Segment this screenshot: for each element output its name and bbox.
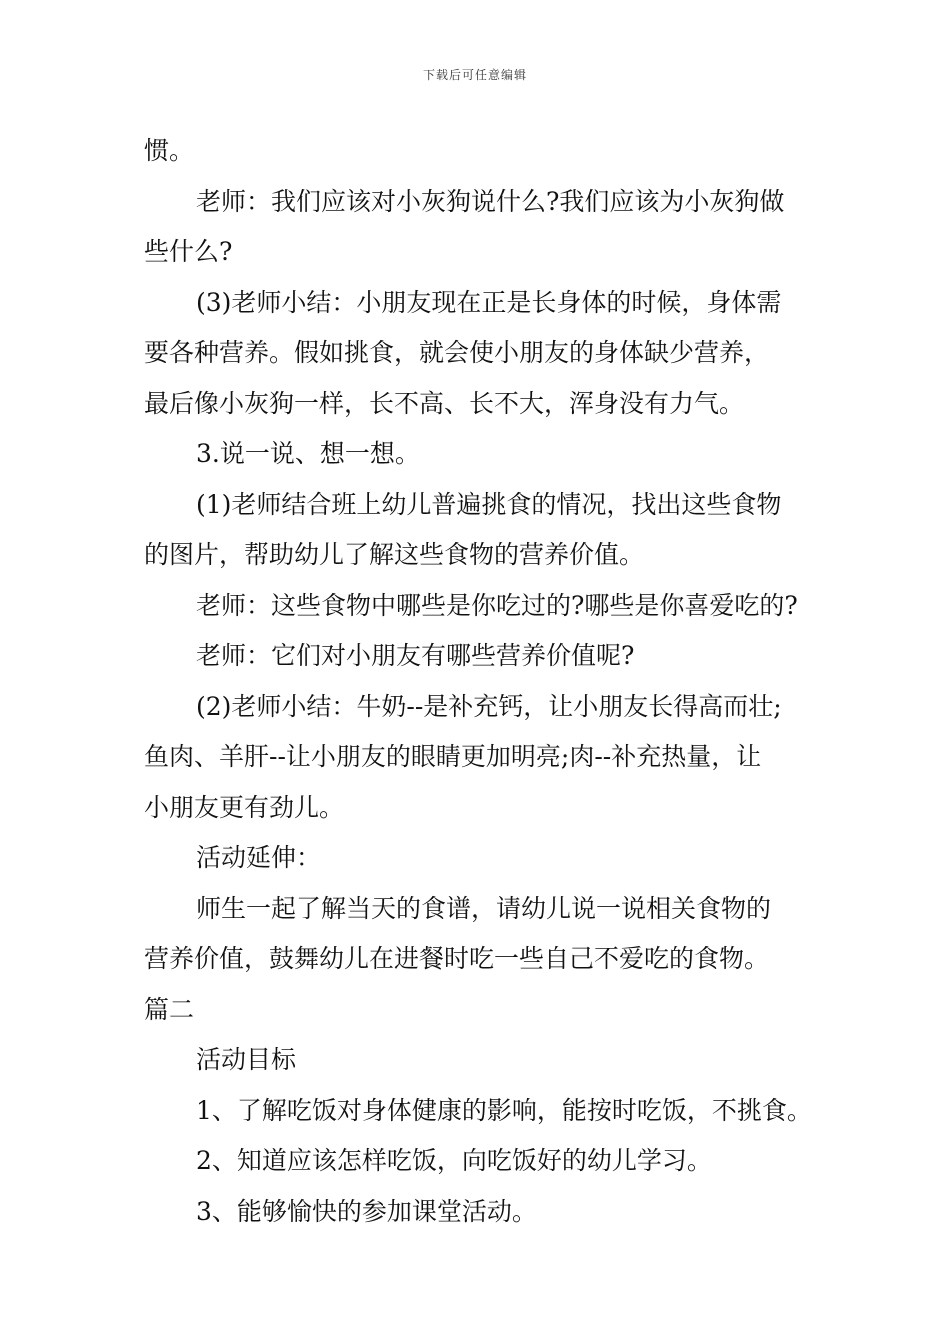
text-line: 的图片，帮助幼儿了解这些食物的营养价值。	[144, 540, 645, 569]
text-line: 活动目标	[196, 1045, 297, 1074]
text-line: 营养价值，鼓舞幼儿在进餐时吃一些自己不爱吃的食物。	[144, 944, 770, 973]
text-line: 些什么?	[144, 237, 233, 266]
document-body	[144, 126, 824, 1237]
text-line: 师生一起了解当天的食谱，请幼儿说一说相关食物的	[196, 893, 772, 923]
text-line: 鱼肉、羊肝--让小朋友的眼睛更加明亮;肉--补充热量，让	[144, 742, 762, 771]
text-line: 老师：它们对小朋友有哪些营养价值呢?	[196, 641, 635, 670]
text-line: 3.说一说、想一想。	[196, 439, 420, 468]
text-line: (1)老师结合班上幼儿普遍挑食的情况，找出这些食物	[196, 489, 782, 519]
text-line: 老师：这些食物中哪些是你吃过的?哪些是你喜爱吃的?	[196, 590, 798, 620]
page-header: 下载后可任意编辑	[422, 68, 527, 82]
text-line: (2)老师小结：牛奶--是补充钙，让小朋友长得高而壮;	[196, 691, 782, 721]
text-line: (3)老师小结：小朋友现在正是长身体的时候，身体需	[196, 287, 782, 317]
text-line: 3、能够愉快的参加课堂活动。	[196, 1196, 537, 1226]
text-line: 惯。	[144, 136, 195, 165]
text-line: 活动延伸：	[196, 843, 322, 872]
text-line: 1、了解吃饭对身体健康的影响，能按时吃饭，不挑食。	[196, 1095, 812, 1125]
text-line: 最后像小灰狗一样，长不高、长不大，浑身没有力气。	[144, 388, 745, 418]
text-line: 2、知道应该怎样吃饭，向吃饭好的幼儿学习。	[196, 1146, 712, 1175]
text-line: 小朋友更有劲儿。	[144, 792, 345, 822]
text-line: 老师：我们应该对小灰狗说什么?我们应该为小灰狗做	[196, 186, 785, 216]
text-line: 要各种营养。假如挑食，就会使小朋友的身体缺少营养，	[144, 338, 770, 367]
text-line: 篇二	[144, 994, 195, 1024]
